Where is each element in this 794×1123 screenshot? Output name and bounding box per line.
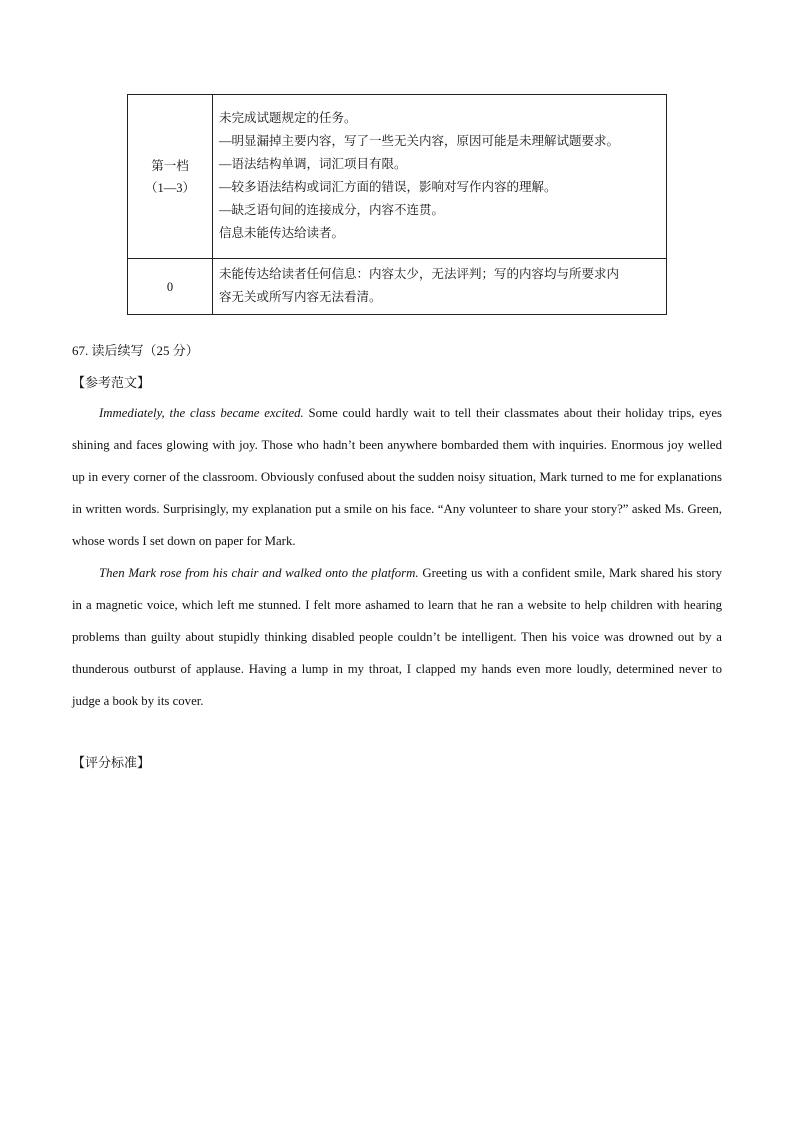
level-name: 0: [166, 279, 174, 294]
paragraph-body: Some could hardly wait to tell their classmates about their holiday trips, eyes shining and faces glowing with joy. Those who hadn’t been anywhere bombarded them with inquiries. Enormous joy welled up in every corner of the classroom. Obviously confused about the sudden noisy situation, Mark turned to me for explanations in written words. Surprisingly, my explanation put a smile on his face. “Any volunteer to share your story?” asked Ms. Green, whose words I set down on paper for Mark.: [72, 406, 722, 548]
level-cell: [128, 259, 213, 315]
criteria-line: 未能传达给读者任何信息：内容太少，无法评判；写的内容均与所要求内: [219, 267, 620, 281]
criteria-line: 信息未能传达给读者。: [219, 226, 345, 240]
level-name: 第一档: [151, 158, 189, 173]
criteria-line: —明显漏掉主要内容，写了一些无关内容，原因可能是未理解试题要求。: [219, 134, 620, 148]
paragraph-lead-sentence: Then Mark rose from his chair and walked onto the platform.: [99, 566, 419, 580]
essay-paragraph: [72, 557, 722, 717]
criteria-line: —语法结构单调，词汇项目有限。: [219, 157, 407, 171]
table-row: [128, 95, 667, 259]
paragraph-lead-sentence: Immediately, the class became excited.: [99, 406, 304, 420]
section-title: 67. 读后续写（25 分）: [72, 343, 199, 358]
level-range: （1—3）: [144, 180, 195, 195]
criteria-line: —较多语法结构或词汇方面的错误，影响对写作内容的理解。: [219, 180, 557, 194]
essay-paragraph: [72, 397, 722, 557]
grading-criteria-label: 【评分标准】: [72, 755, 151, 770]
criteria-line: 未完成试题规定的任务。: [219, 111, 357, 125]
paragraph-body: Greeting us with a confident smile, Mark shared his story in a magnetic voice, which left me stunned. I felt more ashamed to learn that he ran a website to help children with hearing problems than guilty about stupidly thinking disabled people couldn’t be intelligent. Then his voice was drowned out by a thunderous outburst of applause. Having a lump in my throat, I clapped my hands even more loudly, determined never to judge a book by its cover.: [72, 566, 722, 708]
sample-essay: [72, 397, 722, 717]
sample-essay-label: 【参考范文】: [72, 375, 151, 390]
level-cell: [128, 95, 213, 259]
criteria-line: 容无关或所写内容无法看清。: [219, 290, 382, 304]
description-cell: [213, 95, 667, 259]
grading-table: [127, 94, 667, 315]
table-row: [128, 259, 667, 315]
criteria-line: —缺乏语句间的连接成分，内容不连贯。: [219, 203, 445, 217]
description-cell: [213, 259, 667, 315]
